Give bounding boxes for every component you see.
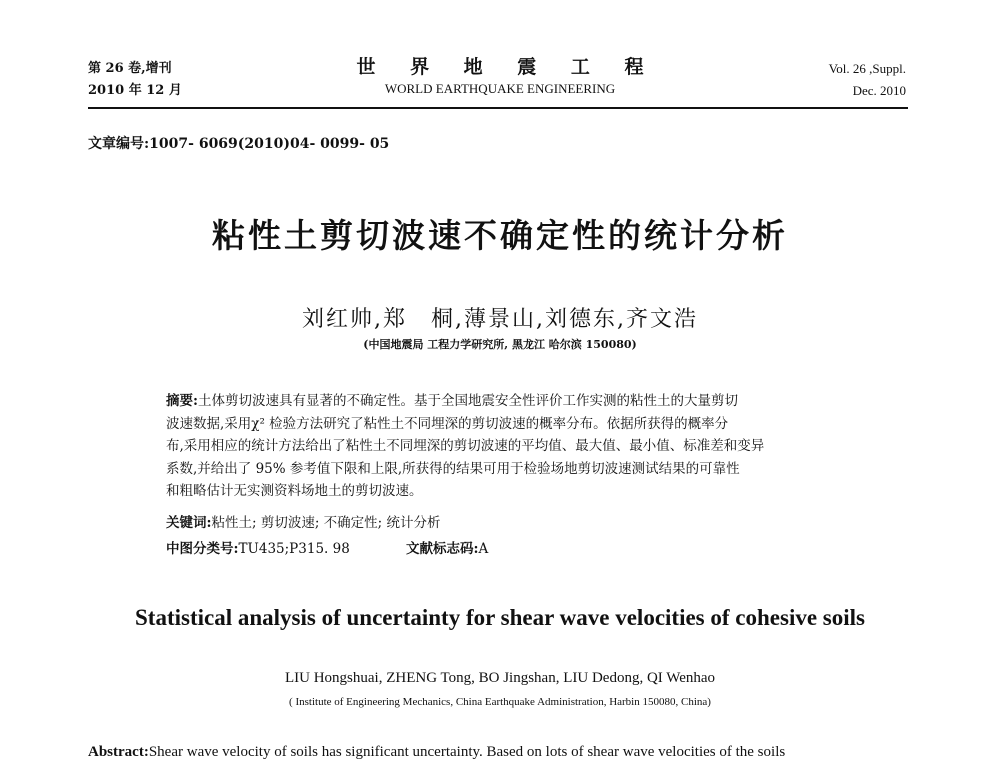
abstract-en-first-line: Shear wave velocity of soils has significant uncertainty. Based on lots of shear wave velocities of the soils: [148, 744, 786, 760]
abstract-cn-line-1: 土体剪切波速具有显著的不确定性。基于全国地震安全性评价工作实测的粘性土的大量剪切: [197, 393, 738, 409]
affiliation-cn: (中国地震局 工程力学研究所, 黑龙江 哈尔滨 150080): [363, 338, 637, 351]
authors-cn: 刘红帅,郑 桐,薄景山,刘德东,齐文浩: [302, 307, 698, 332]
document-code-value: A: [478, 541, 489, 557]
journal-title-cn: 世 界 地 震 工 程: [356, 56, 658, 78]
document-code-label: 文献标志码:: [406, 541, 479, 557]
date-en: Dec. 2010: [852, 83, 906, 98]
article-number-value: 1007- 6069(2010)04- 0099- 05: [149, 136, 390, 152]
abstract-cn-label: 摘要:: [166, 393, 198, 409]
volume-cn: 第 26 卷,增刊: [88, 61, 172, 76]
keywords-cn-label: 关键词:: [166, 515, 212, 531]
header-right: [829, 58, 906, 102]
keywords-cn-value: 粘性土; 剪切波速; 不确定性; 统计分析: [211, 515, 441, 531]
article-number: [88, 133, 389, 153]
page-title-en: Statistical analysis of uncertainty for shear wave velocities of cohesive soils: [135, 605, 865, 630]
abstract-cn: [166, 390, 836, 503]
authors-en: LIU Hongshuai, ZHENG Tong, BO Jingshan, LIU Dedong, QI Wenhao: [284, 670, 716, 686]
affiliation-en: ( Institute of Engineering Mechanics, China Earthquake Administration, Harbin 150080, China): [289, 696, 711, 708]
clc-label: 中图分类号:: [166, 541, 239, 557]
abstract-cn-line-3: 布,采用相应的统计方法给出了粘性土不同埋深的剪切波速的平均值、最大值、最小值、标准差和变异: [166, 438, 765, 454]
header-rule: [88, 107, 908, 109]
date-cn: 2010 年 12 月: [88, 83, 182, 98]
abstract-cn-line-5: 和粗略估计无实测资料场地土的剪切波速。: [166, 483, 423, 499]
abstract-en: [88, 744, 918, 761]
abstract-cn-line-4: 系数,并给出了 95% 参考值下限和上限,所获得的结果可用于检验场地剪切波速测试结果的可靠性: [166, 460, 740, 477]
clc-value: TU435;P315. 98: [238, 541, 350, 557]
abstract-en-label: Abstract:: [88, 744, 149, 760]
document-code: [406, 537, 488, 557]
page-title-cn: 粘性土剪切波速不确定性的统计分析: [212, 216, 788, 255]
keywords-cn: [166, 511, 441, 531]
journal-title-en: WORLD EARTHQUAKE ENGINEERING: [384, 81, 616, 96]
article-number-label: 文章编号:: [88, 136, 150, 152]
abstract-cn-line: [166, 390, 836, 413]
clc-number: [166, 537, 350, 557]
volume-en: Vol. 26 ,Suppl.: [828, 61, 906, 76]
abstract-cn-line-2: 波速数据,采用χ² 检验方法研究了粘性土不同埋深的剪切波速的概率分布。依据所获得的概率分: [166, 415, 729, 432]
